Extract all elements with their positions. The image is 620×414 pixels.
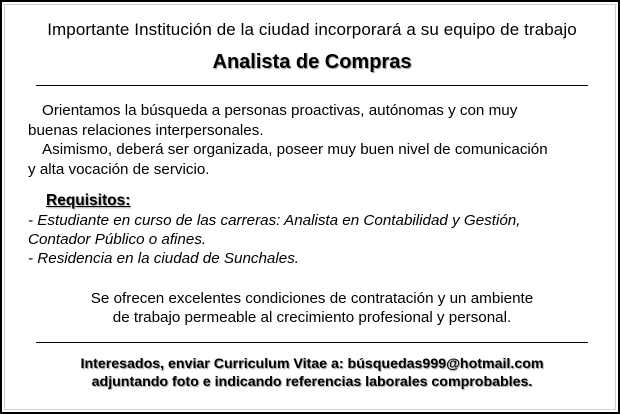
header-intro-line: Importante Institución de la ciudad incorporará a su equipo de trabajo: [47, 20, 577, 39]
conditions-section: [2, 289, 620, 327]
requirement-1-line-1: - Estudiante en curso de las carreras: Analista en Contabilidad y Gestión,: [28, 212, 521, 229]
conditions-line-2: de trabajo permeable al crecimiento profesional y personal.: [112, 309, 512, 326]
requirements-title: Requisitos:: [46, 192, 131, 209]
intro-paragraph-2-line-1: Asimismo, deberá ser organizada, poseer muy buen nivel de comunicación: [42, 141, 548, 158]
top-divider: [36, 85, 588, 86]
conditions-line-1: Se ofrecen excelentes condiciones de contratación y un ambiente: [90, 290, 534, 307]
contact-line-2: adjuntando foto e indicando referencias laborales comprobables.: [91, 374, 533, 390]
intro-paragraph-1-line-1: Orientamos la búsqueda a personas proactivas, autónomas y con muy: [42, 102, 518, 119]
intro-paragraph-1-line-2: buenas relaciones interpersonales.: [28, 121, 264, 139]
bottom-divider: [36, 342, 588, 343]
requirements-list: [28, 212, 598, 268]
contact-line-1: Interesados, enviar Curriculum Vitae a: búsquedas999@hotmail.com: [80, 356, 544, 372]
intro-paragraph-2-line-2: y alta vocación de servicio.: [28, 160, 210, 178]
intro-section: [28, 101, 598, 179]
job-title: Analista de Compras: [212, 51, 412, 73]
requirement-2-line-1: - Residencia en la ciudad de Sunchales.: [28, 249, 300, 267]
contact-section: [2, 355, 620, 391]
requirement-1-line-2: Contador Público o afines.: [28, 230, 207, 248]
